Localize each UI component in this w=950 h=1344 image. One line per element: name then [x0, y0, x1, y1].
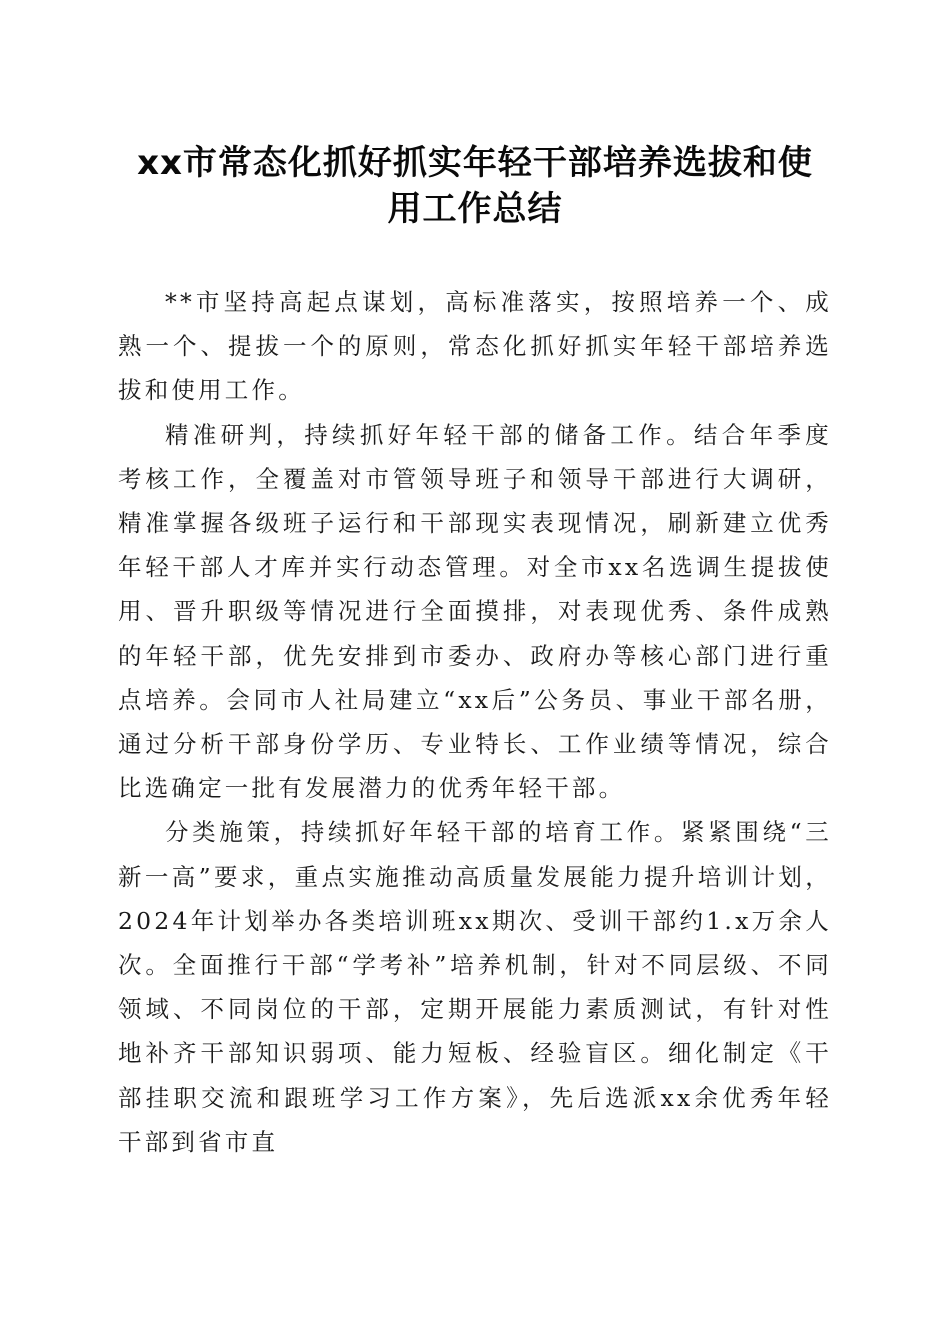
paragraph-training-work: 分类施策，持续抓好年轻干部的培育工作。紧紧围绕“三新一高”要求，重点实施推动高质量发展能力提升培训计划，2024年计划举办各类培训班xx期次、受训干部约1.x万余人次。全面推行干部“学考补”培养机制，针对不同层级、不同领域、不同岗位的干部，定期开展能力素质测试，有针对性地补齐干部知识弱项、能力短板、经验盲区。细化制定《干部挂职交流和跟班学习工作方案》，先后选派xx余优秀年轻干部到省市直 — [118, 818, 832, 1156]
paragraph-reserve-work: 精准研判，持续抓好年轻干部的储备工作。结合年季度考核工作，全覆盖对市管领导班子和领导干部进行大调研，精准掌握各级班子运行和干部现实表现情况，刷新建立优秀年轻干部人才库并实行动态管理。对全市xx名选调生提拔使用、晋升职级等情况进行全面摸排，对表现优秀、条件成熟的年轻干部，优先安排到市委办、政府办等核心部门进行重点培养。会同市人社局建立“xx后”公务员、事业干部名册，通过分析干部身份学历、专业特长、工作业绩等情况，综合比选确定一批有发展潜力的优秀年轻干部。 — [118, 420, 832, 803]
paragraph-intro: **市坚持高起点谋划，高标准落实，按照培养一个、成熟一个、提拔一个的原则，常态化抓好抓实年轻干部培养选拔和使用工作。 — [118, 288, 832, 405]
title-line-2: 用工作总结 — [387, 189, 563, 229]
document-body — [118, 280, 832, 1164]
document-title — [100, 140, 850, 232]
title-line-1: xx市常态化抓好抓实年轻干部培养选拔和使 — [137, 143, 813, 183]
